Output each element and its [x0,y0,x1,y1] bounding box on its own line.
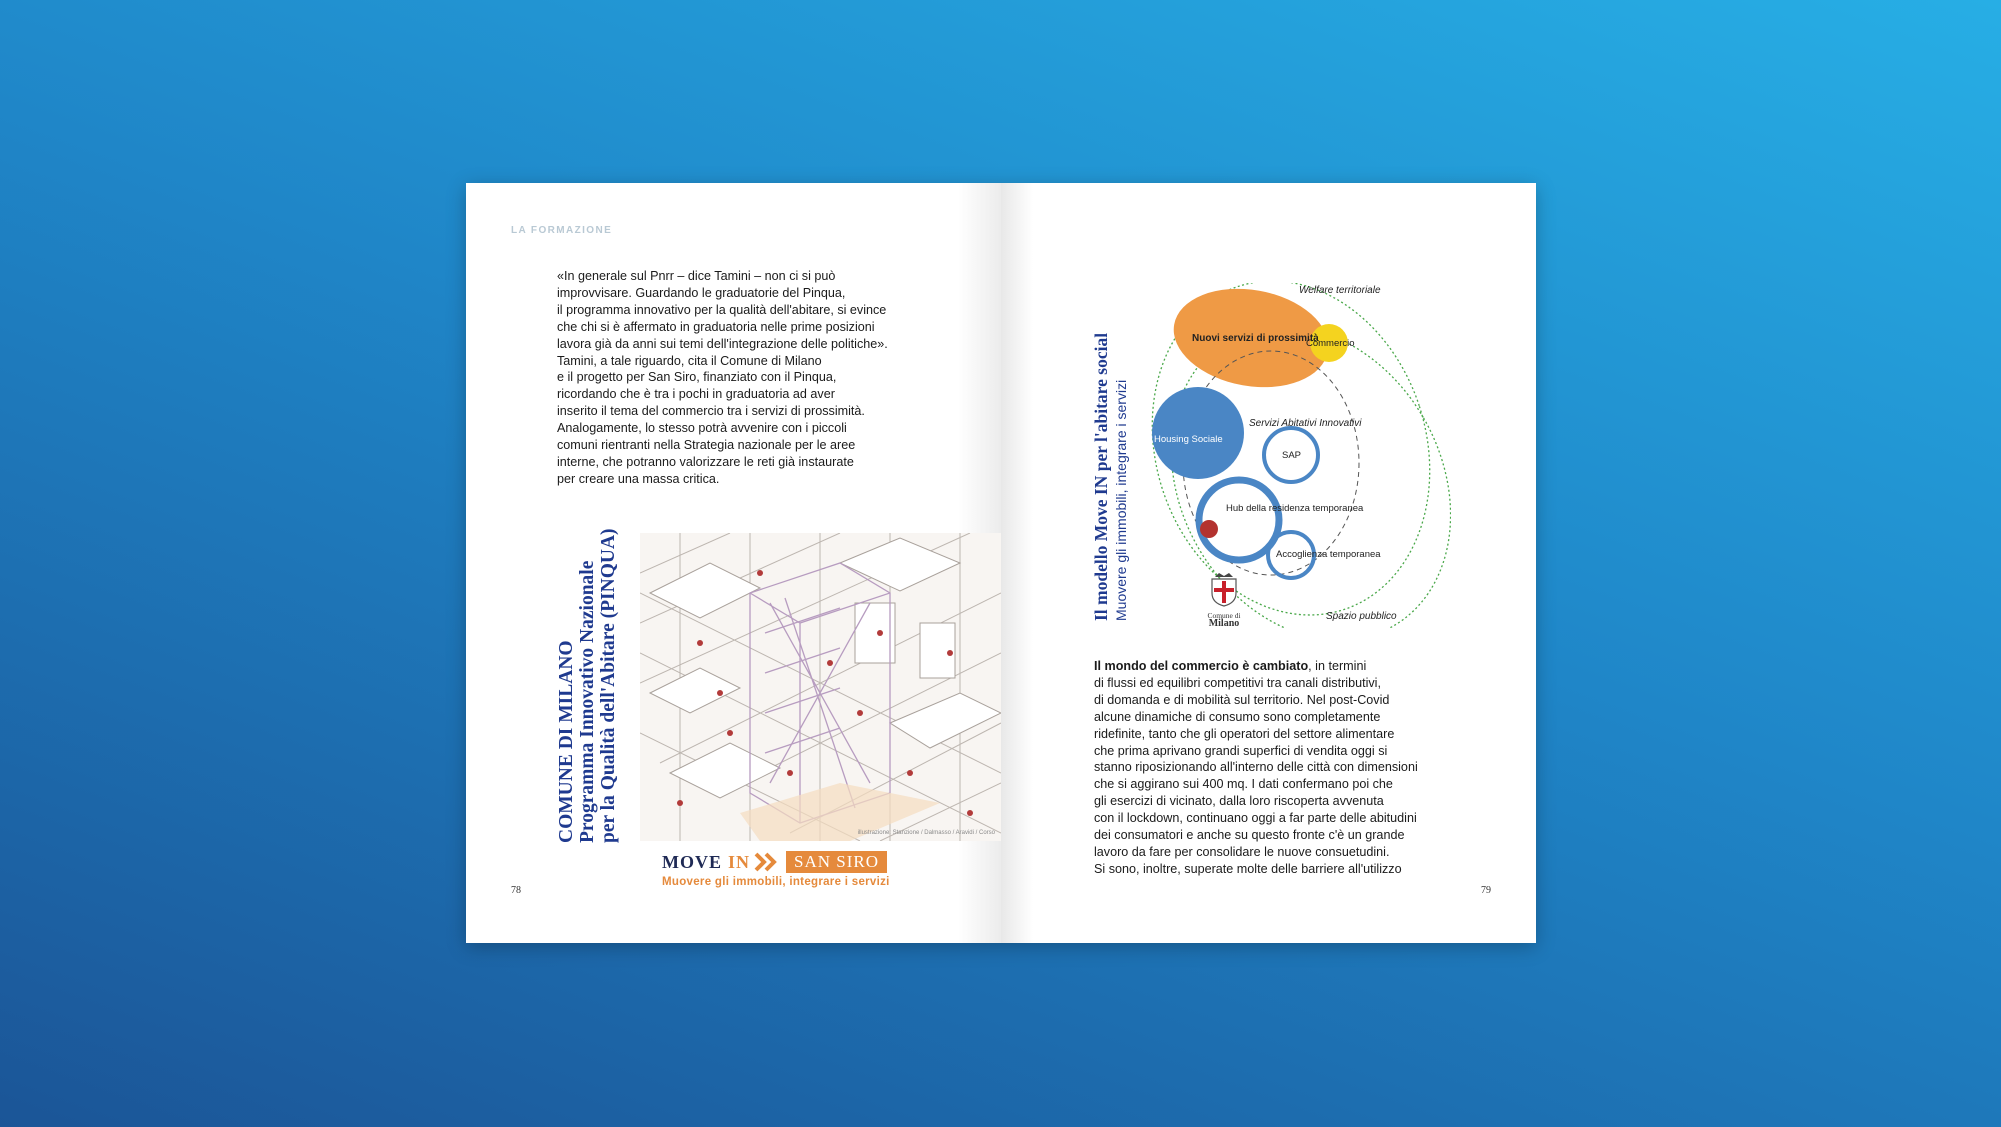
illustration-caption: illustrazione: Stanzione / Dalmasso / Aravidi / Corso [857,830,995,836]
double-chevron-icon [754,852,782,872]
vertical-title-line-2: Programma Innovativo Nazionale [577,560,598,843]
city-crest-icon [1209,573,1239,607]
running-head: LA FORMAZIONE [511,225,613,236]
move-in-diagram [1151,283,1451,628]
label-commercio: Commercio [1306,338,1355,349]
diagram-title-sub: Muovere gli immobili, integrare i servizi [1113,379,1129,621]
hub-red-dot [1200,520,1218,538]
diagram-title-main: Il modello Move IN per l'abitare social [1091,332,1111,621]
move-in-san-siro-logo [662,851,897,888]
crest-caption-top: Comune di [1207,611,1241,620]
building-illustration [640,533,1001,841]
label-spazio-pubblico: Spazio pubblico [1326,611,1397,622]
page-number-right: 79 [1481,885,1491,896]
logo-move: MOVE [662,851,722,872]
comune-di-milano-crest [1204,573,1244,628]
logo-san-siro: SAN SIRO [786,851,887,873]
logo-subtitle: Muovere gli immobili, integrare i servizi [662,876,890,888]
label-housing-sociale: Housing Sociale [1154,434,1223,445]
left-body-text: «In generale sul Pnrr – dice Tamini – non ci si può improvvisare. Guardando le graduatorie del Pinqua, il programma innovativo per la qualità dell'abitare, si evince che chi si è affermato in graduatoria nelle prime posizioni lavora già da anni sui temi dell'integrazione delle politiche». Tamini, a tale riguardo, cita il Comune di Milano e il progetto per San Siro, finanziato con il Pinqua, ricordando che è tra i pochi in graduatoria ad aver inserito il tema del commercio tra i servizi di prossimità. Analogamente, lo stesso potrà avvenire con i piccoli comuni rientranti nella Strategia nazionale per le aree interne, che potranno valorizzare le reti già instaurate per creare una massa critica. [557,269,888,486]
vertical-title [556,528,626,843]
open-book [466,183,1536,943]
vertical-title-line-1: COMUNE DI MILANO [556,640,577,843]
right-body-lead: Il mondo del commercio è cambiato [1094,659,1309,673]
diagram-title [1091,301,1156,621]
axonometric-illustration [640,533,1001,841]
right-body-rest: , in termini di flussi ed equilibri competitivi tra canali distributivi, di domanda e di mobilità sul territorio. Nel post-Covid alcune dinamiche di consumo sono completamente ridefinite, tanto che gli operatori del settore alimentare che prima aprivano grandi superfici di vendita oggi si stanno riposizionando all'interno delle città con dimensioni che si aggirano sui 400 mq. I dati confermano poi che gli esercizi di vicinato, dalla loro riscoperta avvenuta con il lockdown, continuano oggi a far parte delle abitudini dei consumatori e anche su questo fronte c'è un grande lavoro da fare per consolidare le nuove consuetudini. Si sono, inoltre, superate molte delle barriere all'utilizzo [1094,659,1418,876]
label-accoglienza: Accoglienza temporanea [1276,549,1381,560]
label-hub: Hub della residenza temporanea [1226,503,1364,514]
label-sap: SAP [1282,450,1302,461]
logo-in: IN [728,851,751,872]
vertical-title-line-3: per la Qualità dell'Abitare (PINQUA) [598,528,619,843]
housing-sociale-circle [1152,387,1244,479]
page-number-left: 78 [511,885,521,896]
label-nuovi-servizi: Nuovi servizi di prossimità [1192,333,1319,344]
label-servizi-abitativi: Servizi Abitativi Innovativi [1249,418,1362,429]
right-page [1001,183,1536,943]
left-page [466,183,1001,943]
label-welfare: Welfare territoriale [1299,285,1381,296]
crest-caption-bottom: Milano [1208,618,1240,629]
right-body-text [1094,658,1474,878]
